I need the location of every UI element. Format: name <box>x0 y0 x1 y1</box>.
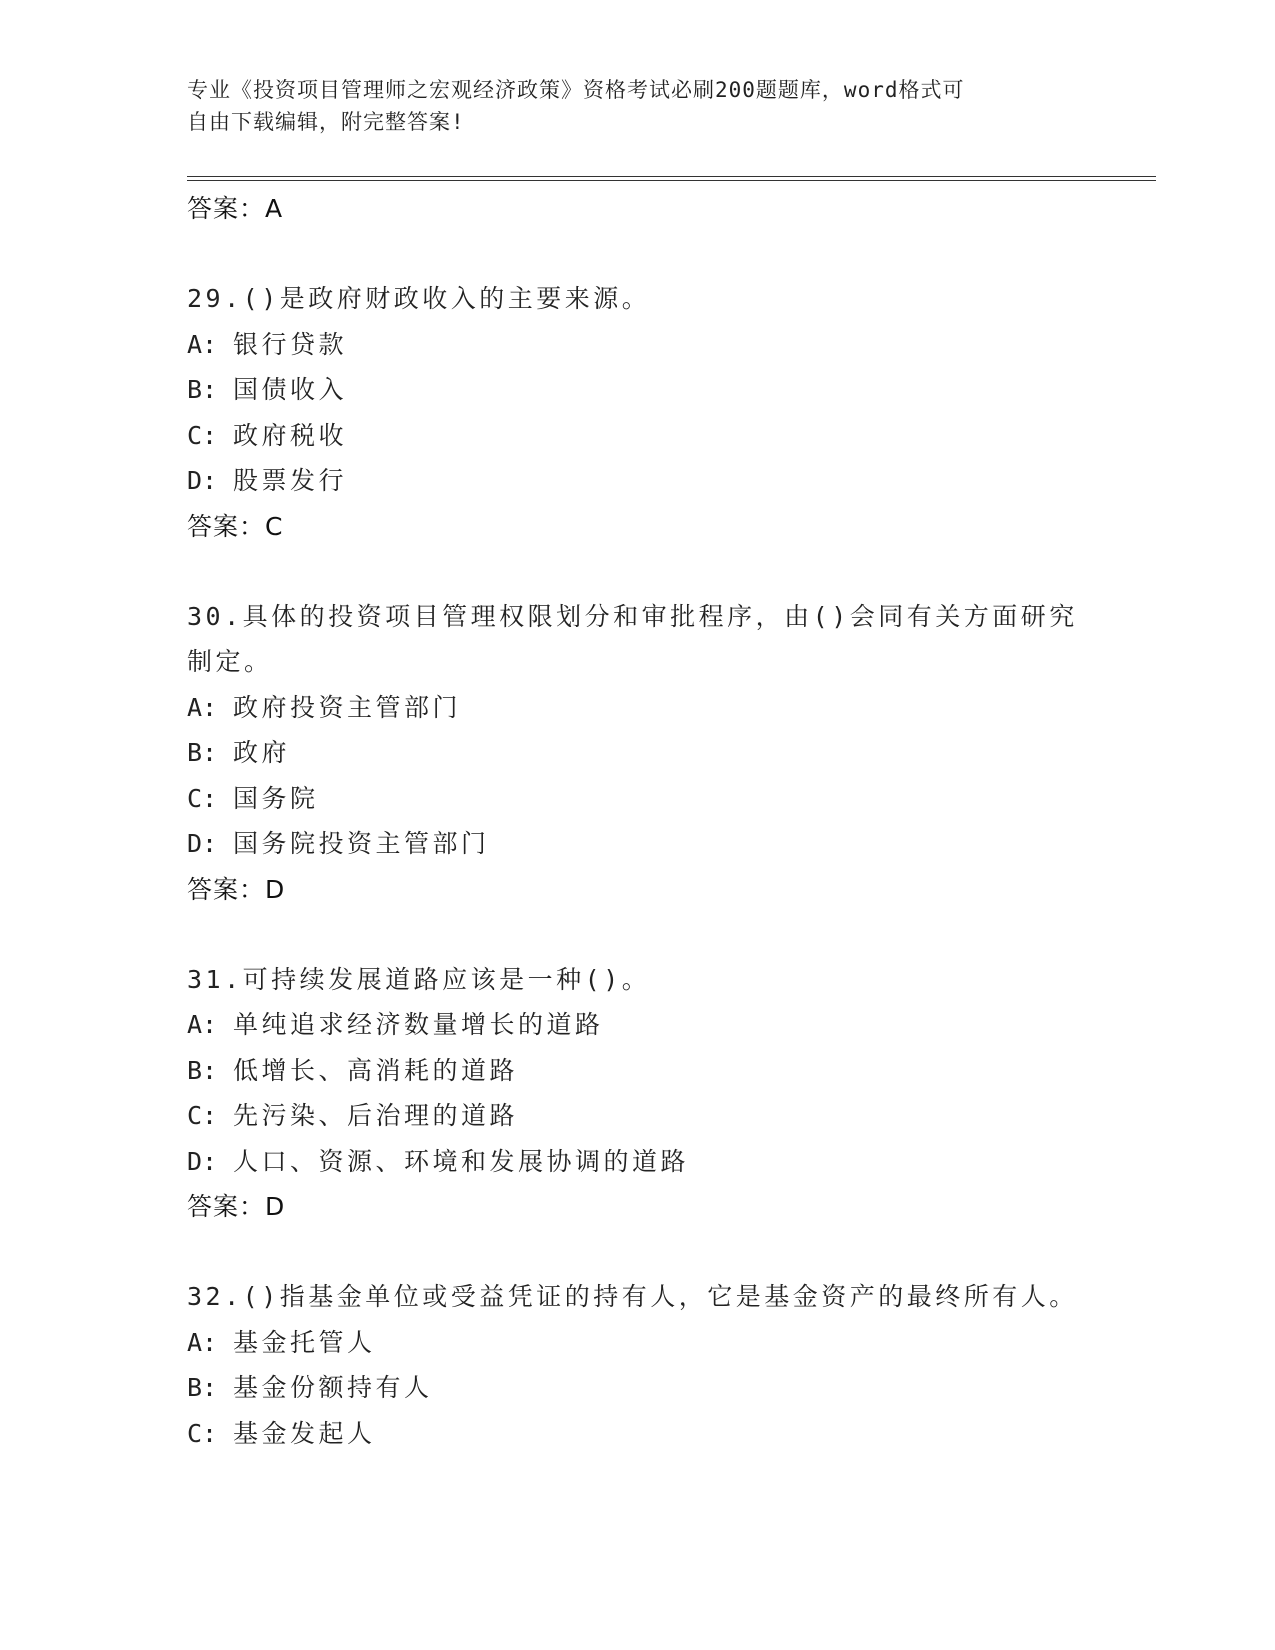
option-text: 基金发起人 <box>233 1418 376 1448</box>
option-c <box>187 1093 1107 1139</box>
option-a <box>187 1002 1107 1048</box>
spacer <box>187 550 1107 594</box>
question-block <box>187 594 1107 913</box>
option-d <box>187 1139 1107 1185</box>
option-a <box>187 322 1107 368</box>
option-text: 政府投资主管部门 <box>233 692 462 722</box>
option-c <box>187 413 1107 459</box>
spacer <box>187 232 1107 276</box>
question-title: 32.()指基金单位或受益凭证的持有人，它是基金资产的最终所有人。 <box>187 1282 1078 1311</box>
answer-line: 答案：D <box>187 874 286 904</box>
option-b <box>187 1048 1107 1094</box>
option-key: C: <box>187 783 218 813</box>
option-key: D: <box>187 1146 218 1176</box>
option-key: B: <box>187 1373 218 1402</box>
question-title-line-1: 30.具体的投资项目管理权限划分和审批程序，由()会同有关方面研究 <box>187 601 1078 631</box>
answer-line: 答案：C <box>187 511 284 541</box>
option-key: A: <box>187 329 218 359</box>
option-c <box>187 1411 1107 1457</box>
divider-line-top <box>187 176 1156 177</box>
spacer <box>187 1230 1107 1274</box>
option-key: C: <box>187 1418 218 1448</box>
question-title: 29.()是政府财政收入的主要来源。 <box>187 284 651 313</box>
option-key: D: <box>187 466 218 495</box>
option-key: B: <box>187 375 218 404</box>
question-block <box>187 1274 1107 1456</box>
option-text: 政府 <box>233 738 291 767</box>
option-key: A: <box>187 1327 218 1357</box>
option-text: 人口、资源、环境和发展协调的道路 <box>233 1146 690 1176</box>
question-block <box>187 957 1107 1231</box>
option-key: A: <box>187 692 218 722</box>
option-text: 国务院 <box>233 783 319 813</box>
header-divider <box>187 176 1156 182</box>
answer-line: 答案：A <box>187 194 284 223</box>
option-key: C: <box>187 420 218 450</box>
header-line-2: 自由下载编辑，附完整答案! <box>187 110 465 134</box>
question-title-line-2: 制定。 <box>187 647 273 676</box>
option-text: 基金份额持有人 <box>233 1373 433 1402</box>
question-list <box>187 186 1107 1456</box>
option-key: D: <box>187 829 218 858</box>
question-block <box>187 276 1107 550</box>
option-d <box>187 821 1107 867</box>
document-header <box>187 74 1067 138</box>
header-line-1: 专业《投资项目管理师之宏观经济政策》资格考试必刷200题题库，word格式可 <box>187 78 965 102</box>
option-key: A: <box>187 1010 218 1039</box>
option-d <box>187 458 1107 504</box>
option-text: 政府税收 <box>233 420 348 450</box>
option-text: 先污染、后治理的道路 <box>233 1101 519 1130</box>
option-text: 股票发行 <box>233 466 348 495</box>
option-text: 国务院投资主管部门 <box>233 829 490 858</box>
option-b <box>187 367 1107 413</box>
spacer <box>187 913 1107 957</box>
option-text: 银行贷款 <box>233 329 348 359</box>
divider-line-bottom <box>187 180 1156 181</box>
option-text: 基金托管人 <box>233 1327 376 1357</box>
option-text: 低增长、高消耗的道路 <box>233 1055 519 1085</box>
option-a <box>187 1320 1107 1366</box>
option-text: 国债收入 <box>233 375 348 404</box>
option-text: 单纯追求经济数量增长的道路 <box>233 1010 604 1039</box>
option-b <box>187 1365 1107 1411</box>
option-b <box>187 730 1107 776</box>
option-key: B: <box>187 1055 218 1085</box>
answer-line: 答案：D <box>187 1192 286 1221</box>
option-key: B: <box>187 738 218 767</box>
question-title: 31.可持续发展道路应该是一种()。 <box>187 964 651 994</box>
option-a <box>187 685 1107 731</box>
option-c <box>187 776 1107 822</box>
option-key: C: <box>187 1101 218 1130</box>
